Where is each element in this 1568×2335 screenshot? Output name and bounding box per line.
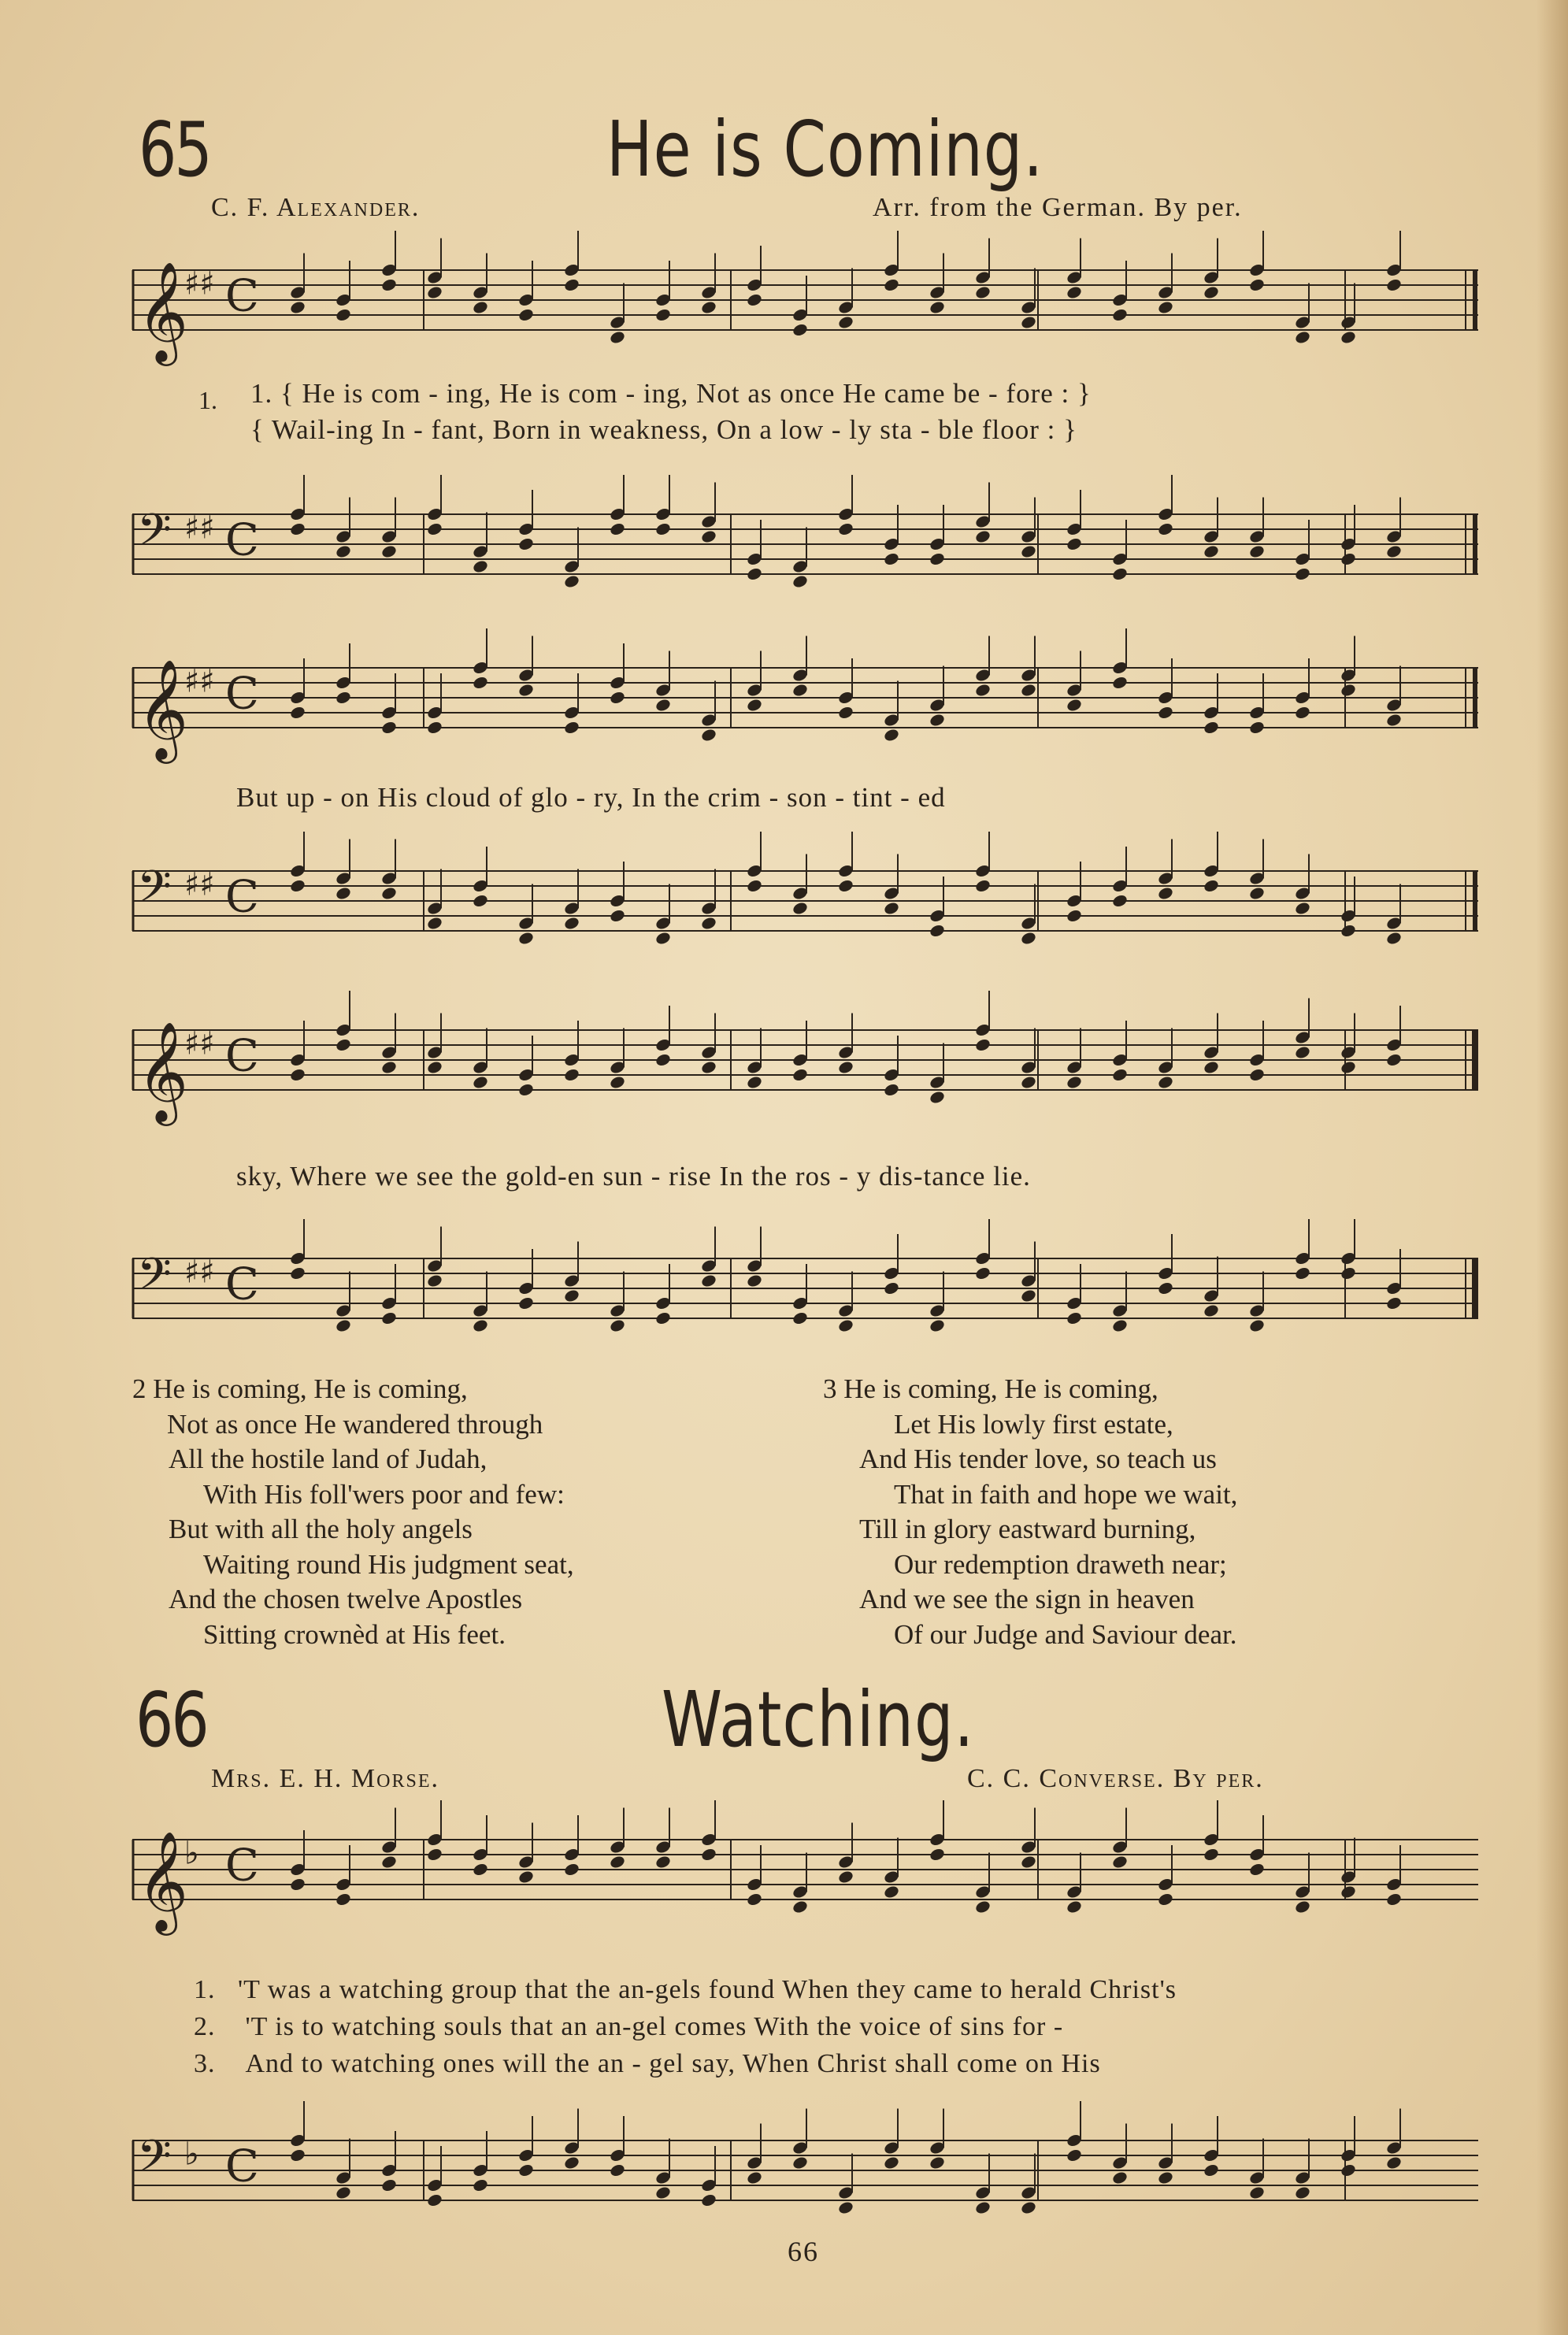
verse-text: 'T was a watching group that the an-gels found When they came to herald Christ's [238,1975,1177,2004]
svg-text:C: C [225,1840,259,1892]
svg-text:♯♯: ♯♯ [184,866,215,903]
stanza-line: Sitting crownèd at His feet. [203,1618,506,1650]
svg-text:C: C [225,1258,259,1310]
stanza-line: Let His lowly first estate, [894,1408,1173,1440]
hymn-title: He is Coming. [606,106,1044,195]
svg-text:C: C [225,1030,259,1082]
svg-text:𝄞: 𝄞 [137,1021,189,1121]
lyric-line: But up - on His cloud of glo - ry, In the crim - son - tint - ed [236,782,946,813]
lyric-line: sky, Where we see the gold-en sun - rise In the ros - y dis-tance lie. [236,1161,1031,1192]
stanza-line: With His foll'wers poor and few: [203,1478,565,1510]
verse-number: 1. [194,1975,216,2004]
stanza-line: Waiting round His judgment seat, [203,1548,574,1580]
svg-text:♭: ♭ [184,1835,199,1872]
treble-staff [132,1818,1483,1931]
svg-text:C: C [225,2140,259,2192]
bass-staff [132,492,1483,599]
svg-text:𝄞: 𝄞 [137,658,189,759]
bass-staff-lines [132,492,1483,599]
treble-staff [132,248,1483,361]
hymn-composer [967,1764,1264,1794]
stanza-number: 2 [132,1373,146,1404]
stanza-line: And the chosen twelve Apostles [169,1584,523,1614]
verse-number: 2. [194,2012,216,2041]
bass-staff [132,849,1483,955]
svg-text:C: C [225,668,259,720]
lyric-line: { Wail-ing In - fant, Born in weakness, On a low - ly sta - ble floor : } [250,414,1077,445]
svg-text:♯♯: ♯♯ [184,265,215,302]
svg-text:𝄢: 𝄢 [137,1249,172,1311]
verse-line [194,2049,1101,2079]
verse-number: 1. [198,386,217,414]
stanza-line: He is coming, He is coming, [843,1373,1158,1404]
stanza-line: He is coming, He is coming, [153,1373,468,1404]
stanza-line: And we see the sign in heaven [859,1584,1195,1614]
page-number: 66 [788,2236,819,2267]
hymn-composer: Arr. from the German. By per. [873,193,1243,222]
treble-staff [132,646,1483,759]
svg-text:C: C [225,270,259,322]
bass-staff-lines [132,1236,1483,1343]
hymn-author: C. F. Alexander. [211,193,421,222]
stanza-line: And His tender love, so teach us [859,1444,1217,1474]
svg-text:♯♯: ♯♯ [184,510,215,547]
hymn-author [211,1764,439,1794]
svg-text:𝄢: 𝄢 [137,2131,172,2193]
stanza-line: Our redemption draweth near; [894,1548,1227,1580]
svg-text:𝄞: 𝄞 [137,1830,189,1931]
page-edge-shadow [1536,0,1568,2335]
bass-staff [132,1236,1483,1343]
treble-staff [132,1008,1483,1121]
stanza-line: But with all the holy angels [169,1514,473,1544]
stanza-line: Not as once He wandered through [167,1408,543,1440]
svg-text:𝄢: 𝄢 [137,505,172,567]
treble-staff-lines [132,1818,1483,1931]
composer-name: C. C. Converse. By per. [967,1764,1264,1793]
svg-text:♯♯: ♯♯ [184,1254,215,1291]
verse-text: And to watching ones will the an - gel say, When Christ shall come on His [245,2049,1101,2078]
stanza-number: 3 [823,1373,837,1404]
svg-text:𝄢: 𝄢 [137,862,172,924]
stanza-line: Of our Judge and Saviour dear. [894,1618,1237,1650]
svg-text:♯♯: ♯♯ [184,663,215,700]
svg-text:C: C [225,514,259,566]
verse-line [194,1975,1177,2005]
verse-line [194,2012,1063,2042]
verse-number: 3. [194,2049,216,2078]
stanza-line: That in faith and hope we wait, [894,1478,1238,1510]
svg-text:♭: ♭ [184,2136,199,2173]
bass-staff-lines [132,849,1483,955]
stanza-line: All the hostile land of Judah, [169,1444,487,1474]
hymn-number: 65 [139,106,210,194]
treble-staff-lines [132,1008,1483,1121]
lyric-line: 1. { He is com - ing, He is com - ing, Not as once He came be - fore : } [250,378,1092,409]
author-name: Mrs. E. H. Morse. [211,1764,439,1793]
treble-staff-lines [132,248,1483,361]
verse-text: 'T is to watching souls that an an-gel comes With the voice of sins for - [245,2012,1064,2041]
treble-staff-lines [132,646,1483,759]
stanza-3 [823,1372,1237,1652]
stanza-line: Till in glory eastward burning, [859,1514,1196,1544]
svg-text:𝄞: 𝄞 [137,261,189,361]
hymn-title: Watching. [662,1676,975,1765]
svg-text:C: C [225,871,259,923]
bass-staff-lines [132,2118,1483,2225]
svg-text:♯♯: ♯♯ [184,1025,215,1062]
bass-staff [132,2118,1483,2225]
stanza-2 [132,1372,574,1652]
hymn-number: 66 [135,1676,207,1764]
